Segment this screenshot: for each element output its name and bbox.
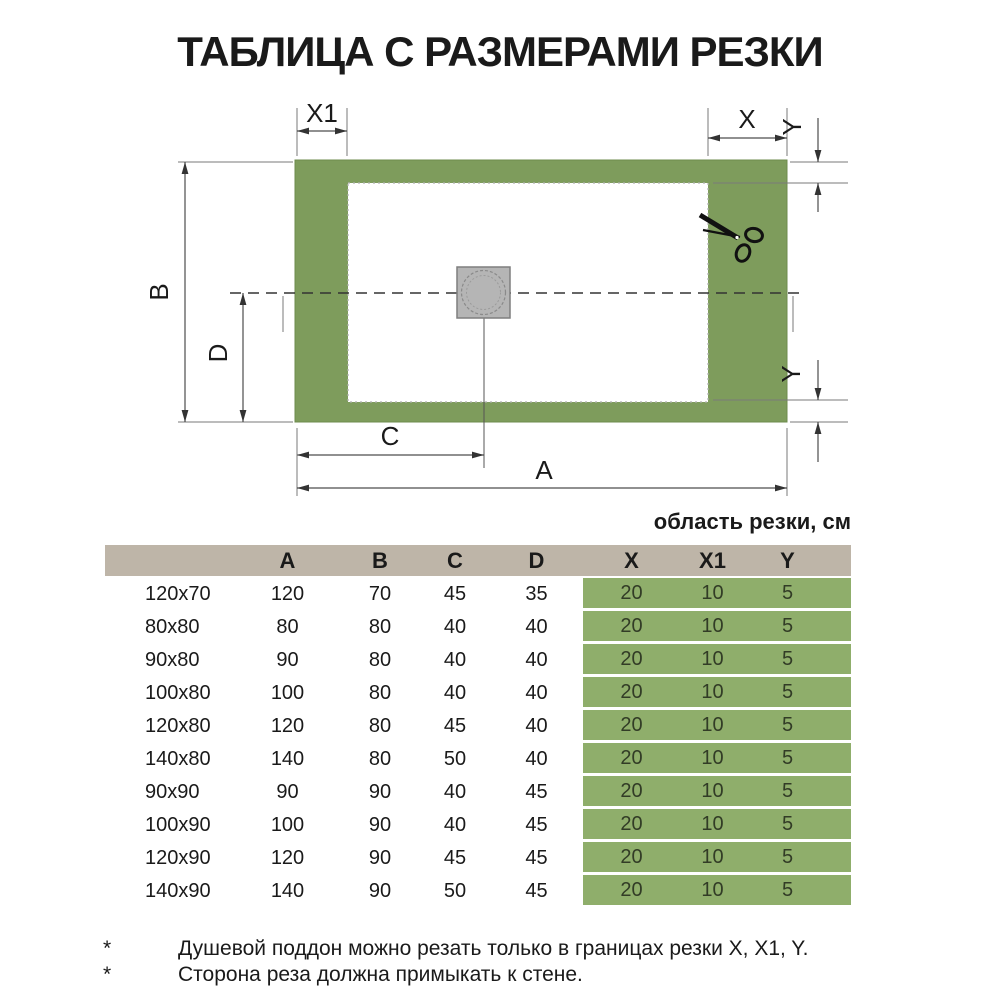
cell-value: 5 [745, 677, 830, 710]
cell-value: 40 [443, 814, 467, 836]
cell-size: 140x80 [145, 748, 211, 770]
cell-value: 80 [368, 649, 392, 671]
cell-size: 90x80 [145, 649, 200, 671]
svg-text:X: X [738, 104, 756, 134]
cell-value: 35 [525, 583, 548, 605]
cell-spacer [830, 677, 851, 710]
cell-spacer [830, 809, 851, 842]
table-row [105, 710, 851, 743]
footnote-line [95, 936, 955, 962]
cell-spacer [830, 611, 851, 644]
cell-value: 20 [583, 710, 680, 743]
cell-value: 45 [525, 847, 548, 869]
col-header-size [105, 545, 235, 578]
footnote-text: Душевой поддон можно резать только в границах резки X, X1, Y. [178, 937, 809, 960]
col-header-y: Y [745, 545, 830, 578]
cell-spacer [830, 644, 851, 677]
col-header-c: C [420, 545, 490, 578]
footnote-line [95, 962, 955, 988]
cell-spacer [830, 578, 851, 611]
cell-size: 140x90 [145, 880, 211, 902]
cell-size: 120x80 [145, 715, 211, 737]
svg-text:Y: Y [776, 365, 806, 383]
cell-value: 10 [680, 743, 745, 776]
cell-size: 100x80 [145, 682, 211, 704]
cell-value: 80 [368, 616, 392, 638]
table-row [105, 611, 851, 644]
svg-text:A: A [535, 455, 553, 485]
footnote-text: Сторона реза должна примыкать к стене. [178, 963, 583, 986]
cell-size: 80x80 [145, 616, 200, 638]
cell-value: 20 [583, 875, 680, 908]
col-header-x: X [583, 545, 680, 578]
cell-value: 140 [270, 880, 305, 902]
cell-value: 45 [525, 880, 548, 902]
dim-c [297, 421, 484, 455]
dim-a [297, 428, 787, 496]
cell-value: 100 [270, 682, 305, 704]
cell-value: 20 [583, 644, 680, 677]
cell-value: 50 [443, 880, 467, 902]
table-row [105, 743, 851, 776]
cell-value: 40 [525, 649, 548, 671]
cell-value: 90 [368, 880, 392, 902]
cell-size: 90x90 [145, 781, 200, 803]
col-header-b: B [340, 545, 420, 578]
svg-text:D: D [203, 343, 233, 363]
cell-value: 10 [680, 611, 745, 644]
cell-value: 5 [745, 644, 830, 677]
table-row [105, 842, 851, 875]
cell-value: 90 [276, 649, 299, 671]
cell-spacer [830, 710, 851, 743]
size-table [105, 545, 851, 908]
cell-value: 20 [583, 677, 680, 710]
svg-text:X1: X1 [306, 100, 338, 128]
cell-size: 100x90 [145, 814, 211, 836]
cell-spacer [830, 842, 851, 875]
col-header-d: D [490, 545, 583, 578]
cell-value: 90 [276, 781, 299, 803]
cell-value: 40 [525, 682, 548, 704]
table-row [105, 776, 851, 809]
cell-value: 70 [368, 583, 392, 605]
cell-size: 120x90 [145, 847, 211, 869]
cell-value: 40 [443, 781, 467, 803]
cell-value: 120 [270, 583, 305, 605]
dim-x [708, 104, 787, 156]
cell-value: 5 [745, 809, 830, 842]
cell-value: 80 [276, 616, 299, 638]
cell-value: 20 [583, 776, 680, 809]
svg-text:Y: Y [777, 118, 807, 136]
cell-value: 5 [745, 611, 830, 644]
table-row [105, 578, 851, 611]
cell-value: 10 [680, 842, 745, 875]
dim-x1 [297, 100, 347, 156]
cutting-area-caption: область резки, см [653, 509, 851, 534]
cell-value: 40 [525, 616, 548, 638]
table-header-row [105, 545, 851, 578]
cell-value: 80 [368, 748, 392, 770]
cell-value: 20 [583, 743, 680, 776]
page-title: ТАБЛИЦА С РАЗМЕРАМИ РЕЗКИ [177, 28, 823, 75]
cell-value: 90 [368, 781, 392, 803]
cell-value: 10 [680, 644, 745, 677]
cell-value: 45 [525, 814, 548, 836]
cell-value: 120 [270, 847, 305, 869]
cell-value: 90 [368, 847, 392, 869]
cell-value: 5 [745, 875, 830, 908]
cell-value: 5 [745, 710, 830, 743]
cell-value: 5 [745, 578, 830, 611]
cell-value: 40 [443, 649, 467, 671]
svg-text:B: B [144, 283, 174, 301]
table-row [105, 677, 851, 710]
cell-value: 45 [443, 715, 467, 737]
cell-value: 10 [680, 776, 745, 809]
cell-value: 80 [368, 682, 392, 704]
dim-b [144, 162, 293, 422]
cell-value: 40 [443, 682, 467, 704]
cell-value: 45 [443, 583, 467, 605]
cell-value: 40 [525, 748, 548, 770]
table-row [105, 809, 851, 842]
cell-value: 10 [680, 710, 745, 743]
cell-value: 120 [270, 715, 305, 737]
cell-spacer [830, 875, 851, 908]
cell-value: 10 [680, 677, 745, 710]
cell-value: 20 [583, 611, 680, 644]
cell-value: 40 [443, 616, 467, 638]
table-row [105, 644, 851, 677]
footnote-mark: * [103, 937, 112, 960]
drain-square [457, 267, 510, 318]
cell-value: 10 [680, 578, 745, 611]
svg-text:C: C [380, 421, 400, 451]
cutting-diagram [0, 100, 1000, 510]
table-row [105, 875, 851, 908]
dim-d [203, 293, 243, 422]
cell-value: 10 [680, 809, 745, 842]
cell-value: 5 [745, 743, 830, 776]
footnote-mark: * [103, 963, 112, 986]
cell-value: 100 [270, 814, 305, 836]
cell-value: 5 [745, 842, 830, 875]
col-header-a: A [235, 545, 340, 578]
cell-value: 20 [583, 842, 680, 875]
cell-value: 45 [525, 781, 548, 803]
cell-value: 40 [525, 715, 548, 737]
cell-value: 80 [368, 715, 392, 737]
cell-value: 20 [583, 578, 680, 611]
cell-spacer [830, 776, 851, 809]
cell-spacer [830, 743, 851, 776]
cell-value: 45 [443, 847, 467, 869]
cell-value: 10 [680, 875, 745, 908]
cell-value: 50 [443, 748, 467, 770]
col-header-spacer [830, 545, 851, 578]
cell-value: 140 [270, 748, 305, 770]
cell-size: 120x70 [145, 583, 211, 605]
cell-value: 90 [368, 814, 392, 836]
cell-value: 20 [583, 809, 680, 842]
footnotes [95, 936, 955, 988]
col-header-x1: X1 [680, 545, 745, 578]
cell-value: 5 [745, 776, 830, 809]
